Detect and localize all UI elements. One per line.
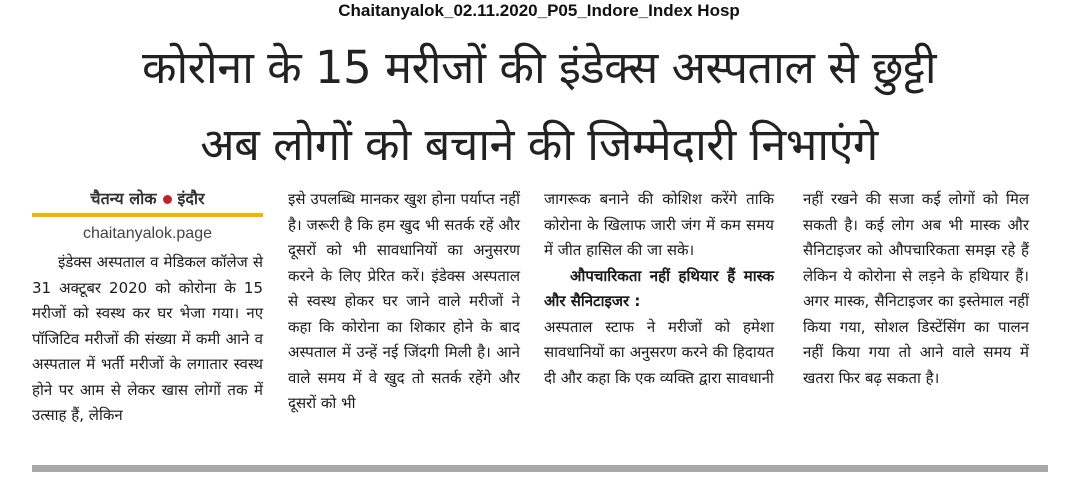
column-4 <box>803 190 1029 391</box>
headline-line-1: कोरोना के 15 मरीजों की इंडेक्स अस्पताल से छुट्टी <box>141 41 937 94</box>
column-3-subhead: औपचारिकता नहीं हथियार हैं मास्क और सैनिटाइजर : <box>544 266 774 310</box>
byline-city: इंदौर <box>177 189 205 209</box>
column-1 <box>32 190 263 429</box>
bottom-rule <box>32 465 1048 472</box>
byline-paper: चैतन्य लोक <box>90 189 157 209</box>
column-4-text: नहीं रखने की सजा कई लोगों को मिल सकती है। कई लोग अब भी मास्क और सैनिटाइजर को औपचारिकता समझ रहे हैं लेकिन ये कोरोना से लड़ने के हथियार हैं। अगर मास्क, सैनिटाइजर का इस्तेमाल नहीं किया गया, सोशल डिस्टेंसिंग का पालन नहीं किया गया तो आने वाले समय में खतरा फिर बढ़ सकता है। <box>803 190 1029 387</box>
headline-line-2: अब लोगों को बचाने की जिम्मेदारी निभाएंगे <box>200 118 878 171</box>
column-3-intro: जागरूक बनाने की कोशिश करेंगे ताकि कोरोना के खिलाफ जारी जंग में कम समय में जीत हासिल की जा सके। <box>544 190 774 259</box>
column-2 <box>288 190 520 417</box>
column-3-body: अस्पताल स्टाफ ने मरीजों को हमेशा सावधानियों का अनुसरण करने की हिदायत दी और कहा कि एक व्यक्ति द्वारा सावधानी <box>544 317 774 387</box>
byline-dot-icon <box>163 195 172 204</box>
column-3 <box>544 190 774 391</box>
website: chaitanyalok.page <box>83 225 212 242</box>
column-1-text: इंडेक्स अस्पताल व मेडिकल कॉलेज से 31 अक्टूबर 2020 को कोरोना के 15 मरीजों को स्वस्थ कर घर भेजा गया। नए पॉजिटिव मरीजों की संख्या में कमी आने व अस्पताल में भर्ती मरीजों के लगातार स्वस्थ होने पर आम से लेकर खास लोगों तक में उत्साह हैं, लेकिन <box>32 253 263 424</box>
byline-rule <box>32 213 263 217</box>
byline <box>32 188 263 210</box>
file-label: Chaitanyalok_02.11.2020_P05_Indore_Index Hosp <box>338 1 740 20</box>
column-2-text: इसे उपलब्धि मानकर खुश होना पर्याप्त नहीं है। जरूरी है कि हम खुद भी सतर्क रहें और दूसरों को भी सावधानियों का अनुसरण करने के लिए प्रेरित करें। इंडेक्स अस्पताल से स्वस्थ होकर घर जाने वाले मरीजों ने कहा कि कोरोना का शिकार होने के बाद अस्पताल में उन्हें नई जिंदगी मिली है। आने वाले समय में वे खुद तो सतर्क रहेंगे और दूसरों को भी <box>288 190 520 412</box>
